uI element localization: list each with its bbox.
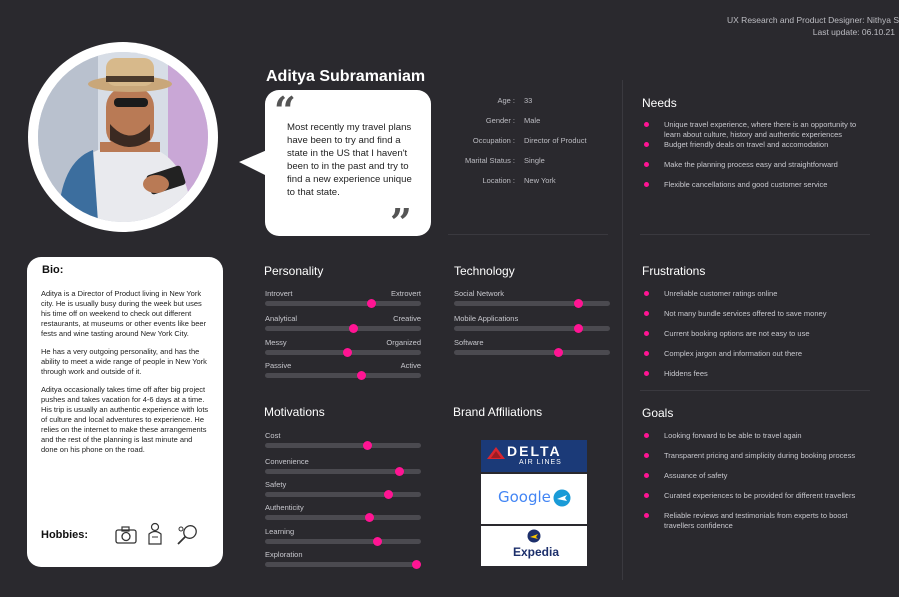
flight-icon (553, 489, 571, 507)
bio-title: Bio: (42, 264, 64, 276)
persona-name: Aditya Subramaniam (266, 68, 426, 85)
slider-knob (349, 324, 358, 333)
expedia-logo (481, 526, 587, 566)
motivations-slider (265, 503, 421, 525)
bullet-dot (644, 473, 649, 478)
technology-sliders (454, 289, 610, 361)
designer-credit: UX Research and Product Designer: Nithya S (727, 15, 899, 25)
slider-knob (384, 490, 393, 499)
motivations-slider (265, 457, 421, 479)
slider-track (265, 562, 421, 567)
slider-label: Convenience (265, 457, 309, 466)
slider-knob (343, 348, 352, 357)
bullet-dot (644, 433, 649, 438)
bullet-dot (644, 351, 649, 356)
slider-knob (363, 441, 372, 450)
expedia-globe-icon (527, 529, 541, 543)
gender-value: Male (524, 116, 541, 125)
marital-value: Single (524, 156, 545, 165)
frustrations-title: Frustrations (642, 264, 706, 278)
slider-label: Exploration (265, 550, 303, 559)
goals-item: Transparent pricing and simplicity during booking process (642, 451, 874, 471)
bio-paragraph: Aditya occasionally takes time off after big project pushes and takes vacation for 4-6 days at a time. His trip is usually an authentic experience with lots of culture and local adventures to experience. He relies on the internet to make these arrangements and the rest of the planning is last minute and done on his phone on the road. (41, 385, 209, 454)
goals-item: Assuance of safety (642, 471, 874, 491)
motivations-slider (265, 480, 421, 502)
personality-slider (265, 289, 421, 311)
hobbies-label: Hobbies: (41, 529, 89, 541)
cooking-icon (146, 522, 164, 551)
needs-item: Budget friendly deals on travel and accomodation (642, 140, 874, 160)
goals-list (642, 431, 874, 533)
motivations-slider (265, 431, 421, 453)
slider-track (265, 443, 421, 448)
bullet-dot (644, 182, 649, 187)
slider-left-label: Passive (265, 361, 292, 370)
occupation-label: Occupation : (472, 136, 515, 145)
demo-divider (448, 234, 608, 235)
slider-track (265, 301, 421, 306)
frustrations-item: Current booking options are not easy to use (642, 329, 874, 349)
slider-label: Social Network (454, 289, 505, 298)
personality-slider (265, 361, 421, 383)
slider-left-label: Messy (265, 338, 287, 347)
delta-wordmark: DELTA (507, 443, 562, 459)
frustrations-item: Complex jargon and information out there (642, 349, 874, 369)
goals-item: Reliable reviews and testimonials from experts to boost travellers confidence (642, 511, 874, 533)
gender-label: Gender : (485, 116, 515, 125)
slider-right-label: Extrovert (390, 289, 421, 298)
needs-item: Unique travel experience, where there is an opportunity to learn about culture, history and authentic experiences (642, 120, 874, 140)
google-flights-logo (481, 474, 587, 524)
bullet-dot (644, 291, 649, 296)
slider-track (265, 492, 421, 497)
goals-item: Looking forward to be able to travel again (642, 431, 874, 451)
bullet-dot (644, 142, 649, 147)
frustrations-item: Not many bundle services offered to save money (642, 309, 874, 329)
marital-label: Marital Status : (464, 156, 515, 165)
close-quote-icon: ” (390, 200, 412, 245)
slider-right-label: Creative (393, 314, 421, 323)
slider-track (265, 326, 421, 331)
column-divider (622, 80, 623, 580)
slider-label: Learning (265, 527, 295, 536)
slider-knob (395, 467, 404, 476)
bullet-dot (644, 122, 649, 127)
tennis-icon (176, 524, 198, 551)
bio-paragraph: Aditya is a Director of Product living in New York city. He is usually busy during the week but uses his time off on weekend to check out different restaurants, at museums or other events like beer fests and wine tasting around New York City. (41, 289, 207, 338)
bullet-dot (644, 493, 649, 498)
persona-photo-illustration (38, 52, 208, 222)
expedia-wordmark: Expedia (513, 545, 560, 559)
needs-item: Flexible cancellations and good customer service (642, 180, 874, 200)
slider-label: Software (454, 338, 484, 347)
slider-label: Cost (265, 431, 281, 440)
technology-slider (454, 338, 610, 360)
bullet-dot (644, 331, 649, 336)
slider-knob (412, 560, 421, 569)
goals-title: Goals (642, 406, 674, 420)
slider-knob (365, 513, 374, 522)
personality-sliders (265, 289, 421, 385)
bio-text (41, 289, 211, 463)
technology-slider (454, 314, 610, 336)
brands-title: Brand Affiliations (453, 405, 543, 419)
motivations-slider (265, 527, 421, 549)
quote-bubble-tail (239, 150, 267, 176)
bullet-dot (644, 453, 649, 458)
needs-item: Make the planning process easy and straightforward (642, 160, 874, 180)
slider-label: Safety (265, 480, 287, 489)
location-label: Location : (482, 176, 515, 185)
motivations-title: Motivations (264, 405, 325, 419)
persona-photo (38, 52, 208, 222)
camera-icon (115, 526, 137, 549)
demographics (440, 96, 640, 196)
delta-widget-icon (486, 446, 506, 460)
slider-label: Authenticity (265, 503, 304, 512)
slider-track (454, 350, 610, 355)
personality-slider (265, 338, 421, 360)
bullet-dot (644, 513, 649, 518)
slider-label: Mobile Applications (454, 314, 519, 323)
last-update: Last update: 06.10.21 (812, 27, 895, 37)
goals-item: Curated experiences to be provided for different travellers (642, 491, 874, 511)
slider-right-label: Organized (386, 338, 421, 347)
needs-title: Needs (642, 96, 677, 110)
frustrations-item: Unreliable customer ratings online (642, 289, 874, 309)
slider-knob (554, 348, 563, 357)
slider-left-label: Introvert (265, 289, 293, 298)
frustrations-list (642, 289, 874, 389)
slider-knob (367, 299, 376, 308)
technology-slider (454, 289, 610, 311)
occupation-value: Director of Product (524, 136, 587, 145)
slider-left-label: Analytical (265, 314, 298, 323)
open-quote-icon: “ (274, 88, 296, 133)
slider-track (265, 539, 421, 544)
slider-right-label: Active (400, 361, 421, 370)
age-label: Age : (497, 96, 515, 105)
bullet-dot (644, 371, 649, 376)
delta-subtitle: AIR LINES (519, 459, 562, 466)
motivations-sliders (265, 431, 421, 571)
frustrations-divider (640, 390, 870, 391)
slider-knob (574, 299, 583, 308)
google-wordmark: Google (498, 488, 551, 506)
delta-logo (481, 440, 587, 472)
slider-knob (574, 324, 583, 333)
slider-track (265, 373, 421, 378)
header-meta (699, 14, 899, 38)
persona-quote: Most recently my travel plans have been to try and find a state in the US that I haven't been to in the past and try to find a new experience unique to that state. (287, 122, 412, 198)
technology-title: Technology (454, 264, 515, 278)
personality-slider (265, 314, 421, 336)
location-value: New York (524, 176, 556, 185)
slider-track (265, 515, 421, 520)
slider-knob (357, 371, 366, 380)
bullet-dot (644, 162, 649, 167)
needs-list (642, 120, 874, 200)
age-value: 33 (524, 96, 533, 105)
needs-divider (640, 234, 870, 235)
slider-track (454, 326, 610, 331)
bio-paragraph: He has a very outgoing personality, and has the ability to meet a wide range of people in New York through work and outside of it. (41, 347, 207, 376)
frustrations-item: Hiddens fees (642, 369, 874, 389)
bullet-dot (644, 311, 649, 316)
slider-track (454, 301, 610, 306)
slider-knob (373, 537, 382, 546)
motivations-slider (265, 550, 421, 572)
personality-title: Personality (264, 264, 324, 278)
